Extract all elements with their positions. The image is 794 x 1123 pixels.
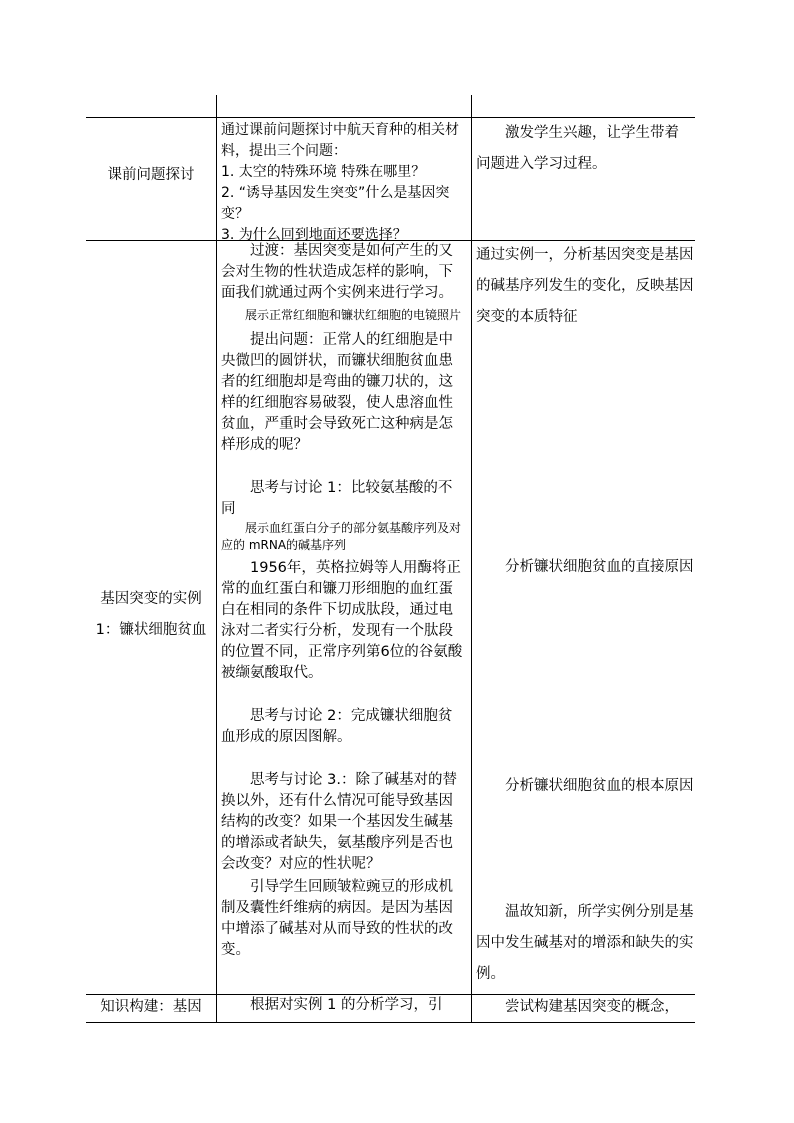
row1-label-text: 课前问题探讨 (107, 167, 195, 183)
row2-para-transition: 过渡：基因突变是如何产生的又会对生物的性状造成怎样的影响，下面我们就通过两个实例来进行学习。 (221, 243, 453, 301)
row1-content-line: 通过课前问题探讨中航天育种的相关材料，提出三个问题： (221, 122, 459, 159)
table-border-left-col (216, 95, 217, 1023)
row2-para-show-sequence: 展示血红蛋白分子的部分氨基酸序列及对应的 mRNA的碱基序列 (221, 521, 462, 552)
row1-label (86, 165, 216, 186)
row1-content-line: 2. “诱导基因发生突变”什么是基因突变？ (221, 185, 450, 222)
row2-para-history: 1956年，英格拉姆等人用酶将正常的血红蛋白和镰刀形细胞的血红蛋白在相同的条件下切成肽段，通过电泳对二者实行分析，发现有一个肽段的位置不同，正常序列第6位的谷氨酸被缬氨酸取代。 (221, 560, 463, 681)
row2-content (221, 241, 466, 961)
row2-label (86, 584, 216, 646)
row3-purpose (476, 997, 694, 1018)
row1-content (221, 120, 465, 246)
row1-content-line: 1. 太空的特殊环境 特殊在哪里？ (221, 164, 426, 180)
row3-purpose-text: 尝试构建基因突变的概念， (505, 999, 679, 1015)
row2-para-show-photo: 展示正常红细胞和镰状红细胞的电镜照片 (245, 308, 462, 322)
row2-purpose-d (476, 897, 694, 990)
table-border-mid-col (471, 95, 472, 1023)
row2-para-review: 引导学生回顾皱粒豌豆的形成机制及囊性纤维病的病因。是因为基因中增添了碱基对从而导致的性状的改变。 (221, 879, 453, 958)
row3-content-text: 根据对实例 1 的分析学习，引 (250, 997, 443, 1013)
row2-purpose-c (476, 771, 694, 802)
row1-purpose (476, 118, 692, 180)
row2-para-discussion1: 思考与讨论 1：比较氨基酸的不同 (221, 480, 453, 517)
row2-purpose-b (476, 552, 694, 583)
row2-label-line2: 1：镰状细胞贫血 (95, 622, 207, 638)
row2-label-line1: 基因突变的实例 (100, 591, 202, 607)
row3-label-text: 知识构建：基因 (100, 999, 202, 1015)
row2-para-question: 提出问题：正常人的红细胞是中央微凹的圆饼状，而镰状细胞贫血患者的红细胞却是弯曲的镰刀状的，这样的红细胞容易破裂，使人患溶血性贫血，严重时会导致死亡这种病是怎样形成的呢？ (221, 332, 453, 453)
row2-para-discussion2: 思考与讨论 2：完成镰状细胞贫血形成的原因图解。 (221, 708, 453, 745)
row2-purpose-b-text: 分析镰状细胞贫血的直接原因 (505, 559, 694, 575)
row2-purpose-c-text: 分析镰状细胞贫血的根本原因 (505, 778, 694, 794)
table-row-divider (86, 1022, 695, 1023)
row2-purpose-a (476, 240, 694, 333)
row1-content-line: 3. 为什么回到地面还要选择？ (221, 227, 407, 243)
row2-purpose-d-text: 温故知新，所学实例分别是基因中发生碱基对的增添和缺失的实例。 (476, 904, 694, 982)
row2-para-discussion3: 思考与讨论 3.：除了碱基对的替换以外，还有什么情况可能导致基因结构的改变？如果一个基因发生碱基的增添或者缺失，氨基酸序列是否也会改变？对应的性状呢？ (221, 772, 457, 872)
row2-purpose-a-text: 通过实例一，分析基因突变是基因的碱基序列发生的变化，反映基因突变的本质特征 (476, 247, 694, 325)
row1-purpose-text: 激发学生兴趣，让学生带着问题进入学习过程。 (476, 125, 679, 172)
row3-content (221, 995, 466, 1016)
row3-label (86, 997, 216, 1018)
